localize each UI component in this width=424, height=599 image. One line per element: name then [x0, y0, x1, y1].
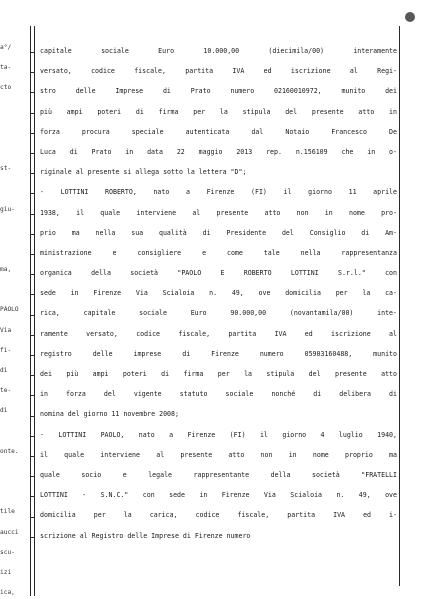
margin-tick: [30, 416, 35, 417]
margin-tick: [30, 254, 35, 255]
document-body: [40, 41, 397, 546]
margin-note: ma,: [0, 266, 12, 274]
margin-note: di: [0, 367, 8, 374]
document-line: - LOTTINI PAOLO, nato a Firenze (FI) il giorno 4 luglio 1940,: [40, 430, 397, 439]
document-line: riginale al presente si allega sotto la lettera "D";: [40, 168, 247, 177]
document-line: nomina del giorno 11 novembre 2008;: [40, 410, 179, 419]
margin-tick: [30, 113, 35, 114]
margin-note: scu-: [0, 548, 15, 556]
margin-notes: [0, 38, 30, 598]
document-line: 1938, il quale interviene al presente atto non in nome pro-: [40, 208, 397, 217]
margin-tick: [30, 72, 35, 73]
margin-rule-left: [30, 26, 31, 596]
document-line: sede in Firenze Via Scialoia n. 49, ove domicilia per la ca-: [40, 289, 397, 298]
margin-note: ica,: [0, 589, 15, 597]
margin-note: aucci: [0, 528, 19, 536]
margin-tick: [30, 355, 35, 356]
right-margin-rule: [399, 26, 400, 586]
margin-tick: [30, 173, 35, 174]
margin-tick: [30, 456, 35, 457]
document-line: il quale interviene al presente atto non in nome proprio ma: [40, 450, 397, 459]
document-line: Luca di Prato in data 22 maggio 2013 rep. n.156109 che in o-: [40, 147, 397, 156]
margin-note: giu-: [0, 205, 15, 213]
margin-note: cto: [0, 84, 12, 92]
margin-note: [0, 220, 30, 240]
margin-tick: [30, 395, 35, 396]
margin-note: [0, 119, 30, 139]
document-line: registro delle imprese di Firenze numero 05903160488, munito: [40, 349, 397, 358]
margin-note: [0, 240, 30, 260]
margin-note: st-: [0, 165, 12, 173]
margin-note: te-: [0, 387, 12, 395]
margin-tick: [30, 537, 35, 538]
document-line: prio ma nella sua qualità di Presidente del Consiglio di Am-: [40, 228, 397, 237]
document-line: - LOTTINI ROBERTO, nato a Firenze (FI) il giorno 11 aprile: [40, 188, 397, 197]
document-line: versato, codice fiscale, partita IVA ed iscrizione al Regi-: [40, 67, 397, 76]
margin-tick: [30, 193, 35, 194]
margin-tick: [30, 234, 35, 235]
margin-note: di: [0, 407, 8, 415]
document-line: scrizione al Registro delle Imprese di Firenze numero: [40, 531, 251, 540]
document-line: capitale sociale Euro 10.000,00 (diecimila/00) interamente: [40, 47, 397, 55]
margin-note: Via: [0, 326, 12, 334]
margin-note: tile: [0, 508, 15, 516]
margin-note: [0, 422, 30, 442]
margin-note: izi: [0, 568, 12, 576]
margin-note: onte.: [0, 447, 19, 455]
document-line: rica, capitale sociale Euro 90.000,00 (novantamila/00) inte-: [40, 309, 397, 318]
margin-note: ta-: [0, 64, 12, 72]
margin-tick: [30, 274, 35, 275]
document-line: LOTTINI - S.N.C." con sede in Firenze Via Scialoia n. 49, ove: [40, 491, 397, 500]
margin-note: [0, 462, 30, 482]
margin-tick: [30, 375, 35, 376]
margin-tick: [30, 315, 35, 316]
margin-tick: [30, 294, 35, 295]
document-line: ministrazione e consigliere e come tale nella rappresentanza: [40, 248, 397, 257]
margin-tick: [30, 335, 35, 336]
document-line: ramente versato, codice fiscale, partita IVA ed iscrizione al: [40, 329, 397, 338]
document-line: in forza del vigente statuto sociale nonché di delibera di: [40, 390, 397, 399]
margin-tick: [30, 436, 35, 437]
margin-tick: [30, 153, 35, 154]
margin-tick: [30, 133, 35, 134]
margin-note: [0, 99, 30, 119]
document-line: organica della società "PAOLO E ROBERTO LOTTINI S.r.l." con: [40, 269, 397, 278]
scan-mark: [405, 12, 415, 22]
margin-tick: [30, 517, 35, 518]
margin-note: PAOLO: [0, 306, 19, 314]
margin-tick: [30, 92, 35, 93]
margin-rule-right: [34, 26, 35, 596]
document-line: dei più ampi poteri di firma per la stipula del presente atto: [40, 370, 397, 378]
margin-note: fi-: [0, 346, 12, 354]
document-line: stro delle Imprese di Prato numero 02160010972, munito dei: [40, 87, 397, 96]
margin-note: [0, 179, 30, 199]
margin-tick: [30, 52, 35, 53]
margin-note: [0, 139, 30, 159]
margin-tick: [30, 214, 35, 215]
margin-tick: [30, 496, 35, 497]
margin-tick: [30, 476, 35, 477]
margin-note: [0, 482, 30, 502]
margin-note: [0, 280, 30, 300]
document-line: quale socio e legale rappresentante della società "FRATELLI: [40, 470, 397, 479]
document-line: più ampi poteri di firma per la stipula del presente atto in: [40, 107, 397, 116]
document-line: domicilia per la carica, codice fiscale, partita IVA ed i-: [40, 511, 397, 520]
margin-note: a°/: [0, 44, 12, 51]
document-line: forza procura speciale autenticata dal Notaio Francesco De: [40, 127, 397, 136]
